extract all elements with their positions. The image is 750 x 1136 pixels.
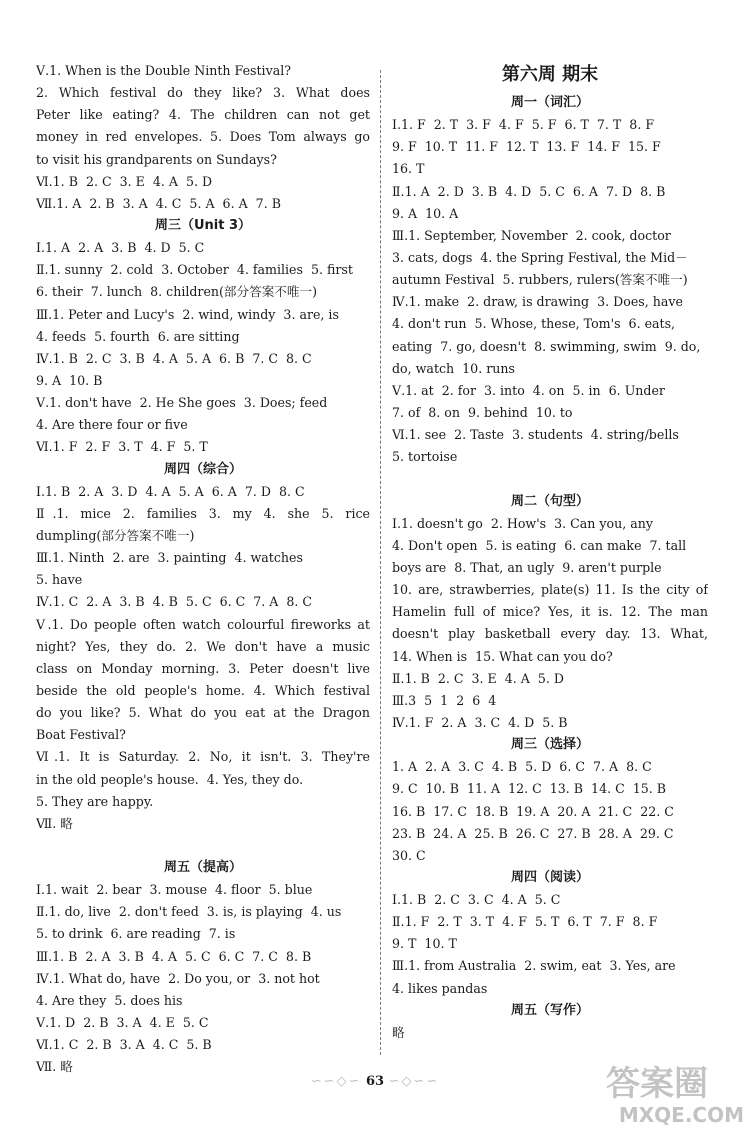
answer-line: 9. A 10. B — [36, 372, 103, 388]
answer-line: Ⅴ.1. at 2. for 3. into 4. on 5. in 6. Under — [392, 382, 665, 398]
answer-line: 4. likes pandas — [392, 980, 488, 996]
answer-line: Ⅰ.1. doesn't go 2. How's 3. Can you, any — [392, 515, 653, 531]
section-heading: 周二（句型） — [510, 493, 589, 509]
answer-line: to visit his grandparents on Sundays? — [36, 151, 277, 167]
answer-line: Ⅳ.1. What do, have 2. Do you, or 3. not hot — [36, 970, 320, 986]
column-divider — [380, 70, 381, 1055]
answer-line: Ⅶ.1. A 2. B 3. A 4. C 5. A 6. A 7. B — [36, 195, 281, 211]
answer-line: Ⅱ.1. A 2. D 3. B 4. D 5. C 6. A 7. D 8. B — [392, 183, 666, 199]
answer-line: 3. cats, dogs 4. the Spring Festival, the Mid－ — [392, 249, 688, 265]
answer-line: dumpling(部分答案不唯一) — [36, 527, 195, 543]
answer-line: autumn Festival 5. rubbers, rulers(答案不唯一) — [392, 272, 688, 288]
answer-line: Ⅵ.1. see 2. Taste 3. students 4. string/bells — [392, 427, 679, 443]
answer-line: Peter like eating? 4. The children can not get — [36, 107, 370, 123]
answer-line: 1. A 2. A 3. C 4. B 5. D 6. C 7. A 8. C — [392, 759, 652, 775]
answer-line: Ⅵ.1. It is Saturday. 2. No, it isn't. 3. They're — [36, 749, 370, 765]
answer-line: 30. C — [392, 847, 426, 863]
answer-line: beside the old people's home. 4. Which festival — [36, 682, 370, 698]
right-answer-list — [392, 92, 708, 1044]
footer-left-ornament: ∽∽◇∽ — [310, 1074, 362, 1089]
answer-line: 9. F 10. T 11. F 12. T 13. F 14. F 15. F — [392, 139, 661, 155]
answer-line: night? Yes, they do. 2. We don't have a music — [36, 638, 370, 654]
answer-line: 16. B 17. C 18. B 19. A 20. A 21. C 22. C — [392, 803, 674, 819]
answer-line: 5. have — [36, 572, 83, 588]
answer-line: Ⅲ.1. from Australia 2. swim, eat 3. Yes, are — [392, 958, 676, 974]
answer-line: Ⅴ.1. When is the Double Ninth Festival? — [36, 63, 291, 78]
answer-line: Ⅰ.1. wait 2. bear 3. mouse 4. floor 5. blue — [36, 882, 313, 898]
answer-line — [36, 835, 370, 857]
answer-line: boys are 8. That, an ugly 9. aren't purple — [392, 559, 662, 575]
answer-line: in the old people's house. 4. Yes, they do. — [36, 771, 304, 787]
section-heading: 周五（提高） — [163, 860, 242, 876]
watermark-logo-text: 答案圈 — [606, 1064, 708, 1104]
answer-line: 7. of 8. on 9. behind 10. to — [392, 404, 573, 420]
answer-line: Ⅲ.1. Ninth 2. are 3. painting 4. watches — [36, 550, 303, 566]
footer-right-ornament: ∽◇∽∽ — [388, 1074, 440, 1089]
answer-line: Ⅶ. 略 — [36, 1059, 73, 1075]
answer-line: 4. feeds 5. fourth 6. are sitting — [36, 328, 240, 344]
answer-line: 9. C 10. B 11. A 12. C 13. B 14. C 15. B — [392, 781, 667, 797]
answer-line: Ⅲ.1. B 2. A 3. B 4. A 5. C 6. C 7. C 8. B — [36, 948, 312, 964]
answer-line: 4. don't run 5. Whose, these, Tom's 6. eats, — [392, 316, 676, 332]
answer-line: 9. T 10. T — [392, 936, 457, 952]
answer-line: eating 7. go, doesn't 8. swimming, swim 9. do, — [392, 338, 701, 354]
page-number: 63 — [365, 1074, 385, 1089]
section-heading: 周三（选择） — [510, 737, 589, 753]
answer-line: Ⅲ.1. Peter and Lucy's 2. wind, windy 3. are, is — [36, 306, 339, 322]
section-heading: 周四（阅读） — [510, 869, 589, 885]
answer-line: 14. When is 15. What can you do? — [392, 648, 613, 664]
answer-line: Ⅳ.1. make 2. draw, is drawing 3. Does, have — [392, 294, 683, 310]
answer-line: Ⅶ. 略 — [36, 815, 73, 831]
section-title: 第六周 期末 — [501, 64, 599, 85]
answer-line: do, watch 10. runs — [392, 360, 515, 376]
section-heading: 周一（词汇） — [510, 95, 589, 110]
answer-line — [392, 468, 708, 490]
answer-line: Ⅵ.1. C 2. B 3. A 4. C 5. B — [36, 1037, 212, 1053]
section-heading: 周五（写作） — [510, 1002, 589, 1018]
answer-line: do you like? 5. What do you eat at the Dragon — [36, 705, 370, 721]
watermark-domain-text: MXQE.COM — [618, 1103, 744, 1127]
answer-line: Ⅰ.1. A 2. A 3. B 4. D 5. C — [36, 240, 205, 256]
answer-line: Ⅳ.1. C 2. A 3. B 4. B 5. C 6. C 7. A 8. C — [36, 594, 313, 610]
answer-line: doesn't play basketball every day. 13. What, — [392, 626, 708, 642]
answer-line: 6. their 7. lunch 8. children(部分答案不唯一) — [36, 284, 318, 300]
answer-line: Ⅱ.1. mice 2. families 3. my 4. she 5. rice — [36, 505, 370, 521]
answer-line: class on Monday morning. 3. Peter doesn't live — [36, 660, 370, 676]
right-column — [392, 60, 708, 1044]
site-watermark-logo — [606, 1064, 744, 1130]
answer-line: Ⅱ.1. sunny 2. cold 3. October 4. families 5. first — [36, 262, 353, 278]
answer-line: 23. B 24. A 25. B 26. C 27. B 28. A 29. C — [392, 825, 674, 841]
answer-line: 16. T — [392, 161, 425, 177]
answer-line: 5. to drink 6. are reading 7. is — [36, 926, 236, 942]
answer-line: 5. tortoise — [392, 449, 458, 465]
answer-line: Ⅱ.1. F 2. T 3. T 4. F 5. T 6. T 7. F 8. F — [392, 914, 658, 930]
answer-line: Ⅲ.1. September, November 2. cook, doctor — [392, 227, 671, 243]
answer-line: 9. A 10. A — [392, 205, 459, 221]
answer-line: 4. Are they 5. does his — [36, 992, 183, 1008]
answer-line: Ⅵ.1. F 2. F 3. T 4. F 5. T — [36, 439, 208, 455]
answer-line: Boat Festival? — [36, 727, 126, 743]
answer-line: Ⅰ.1. B 2. C 3. C 4. A 5. C — [392, 892, 561, 908]
answer-line: Ⅲ.3 5 1 2 6 4 — [392, 692, 497, 708]
answer-line: 2. Which festival do they like? 3. What does — [36, 85, 370, 101]
answer-line: Ⅳ.1. F 2. A 3. C 4. D 5. B — [392, 714, 568, 730]
section-heading: 周三（Unit 3） — [154, 217, 252, 233]
answer-line: Ⅴ.1. don't have 2. He She goes 3. Does; feed — [36, 395, 328, 411]
answer-line: Ⅱ.1. B 2. C 3. E 4. A 5. D — [392, 670, 564, 686]
answer-line: Ⅵ.1. B 2. C 3. E 4. A 5. D — [36, 173, 213, 189]
answer-line: Ⅴ.1. D 2. B 3. A 4. E 5. C — [36, 1015, 209, 1031]
answer-line: Ⅴ.1. Do people often watch colourful fireworks at — [36, 616, 370, 632]
answer-line: 略 — [392, 1024, 405, 1040]
answer-line: 5. They are happy. — [36, 793, 154, 809]
answer-line: Ⅰ.1. F 2. T 3. F 4. F 5. F 6. T 7. T 8. F — [392, 117, 655, 133]
answer-line: 4. Don't open 5. is eating 6. can make 7. tall — [392, 537, 687, 553]
answer-line: 4. Are there four or five — [36, 417, 188, 433]
answer-line: Ⅱ.1. do, live 2. don't feed 3. is, is playing 4. us — [36, 904, 342, 920]
left-column — [36, 60, 370, 1078]
answer-line: Hamelin full of mice? Yes, it is. 12. The man — [392, 604, 708, 620]
answer-line: Ⅳ.1. B 2. C 3. B 4. A 5. A 6. B 7. C 8. C — [36, 350, 312, 366]
answer-line: 10. are, strawberries, plate(s) 11. Is the city of — [392, 582, 708, 598]
section-heading: 周四（综合） — [163, 461, 242, 477]
answer-line: Ⅰ.1. B 2. A 3. D 4. A 5. A 6. A 7. D 8. C — [36, 483, 305, 499]
answer-line: money in red envelopes. 5. Does Tom always go — [36, 129, 370, 145]
